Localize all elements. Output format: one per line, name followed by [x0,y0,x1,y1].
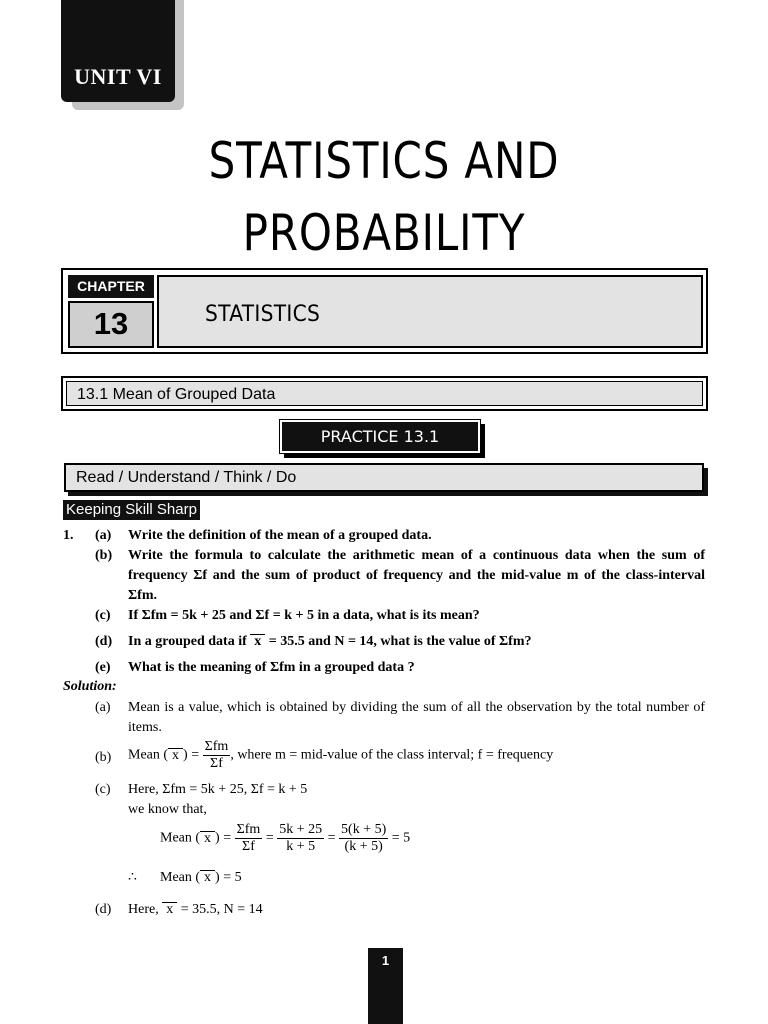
solution-b-formula [128,739,553,772]
solution-c-label: (c) [95,782,111,797]
solution-b-close: ) = [183,747,200,763]
chapter-name-box [157,275,703,348]
question-c-text: If Σfm = 5k + 25 and Σf = k + 5 in a data, what is its mean? [128,608,480,623]
solution-a-label: (a) [95,700,111,715]
skill-heading: Keeping Skill Sharp [63,500,200,520]
fraction-1: $\frac{\text{Σfm}}{\Sigma f}$ [236,822,261,854]
rut-bar [64,463,704,492]
question-b-label: (b) [95,548,113,563]
solution-d-label: (d) [95,902,112,917]
solution-d-rest: = 35.5, N = 14 [180,902,263,917]
fraction-sum-fm-over-sum-f: $\frac{\text{Σfm}}{\Sigma f}$ [204,739,229,771]
solution-d-here: Here, [128,902,159,917]
x-bar-symbol: x [250,634,265,649]
solution-c-result: = 5 [391,830,411,846]
chapter-name: STATISTICS [205,302,321,327]
section-heading [61,376,708,411]
solution-c-mean: Mean ( [160,830,201,846]
question-e-text: What is the meaning of Σfm in a grouped data ? [128,660,415,675]
rut-text: Read / Understand / Think / Do [76,469,297,486]
x-bar-symbol: x [200,870,215,885]
solution-a-text: Mean is a value, which is obtained by dividing the sum of all the observation by the total number of items. [128,700,705,735]
question-c-label: (c) [95,608,111,623]
fraction-2: $\frac{5k + 25}{k + 5}$ [279,822,323,854]
chapter-header [61,268,708,354]
question-number: 1. [63,528,74,543]
question-a-label: (a) [95,528,112,543]
fraction-3: $\frac{5(k + 5)}{(k + 5)}$ [341,822,387,854]
question-d-text [128,632,532,651]
solution-b-mean: Mean ( [128,747,169,763]
unit-tab [61,0,175,102]
solution-label: Solution: [63,679,117,694]
solution-d-text [128,900,263,919]
question-e-label: (e) [95,660,111,675]
practice-label: PRACTICE 13.1 [280,420,480,453]
solution-c-conclusion [160,868,242,887]
solution-c-close: ) = [215,830,232,846]
page-number: 1 [368,948,403,1024]
solution-b-label: (b) [95,750,112,765]
solution-c-mean2: Mean ( [160,870,201,885]
page-title-line-2: PROBABILITY [242,204,526,262]
question-d-label: (d) [95,634,113,649]
equals-sign: = [327,830,336,846]
question-d-post: = 35.5 and N = 14, what is the value of Σfm? [268,634,532,649]
section-heading-inner [66,381,703,406]
solution-c-formula [160,822,410,855]
solution-b-rest: , where m = mid-value of the class interval; f = frequency [230,747,554,763]
question-d-pre: In a grouped data if [128,634,247,649]
solution-c-result2: ) = 5 [215,870,242,885]
question-b-text: Write the formula to calculate the arithmetic mean of a continuous data when the sum of frequency Σf and the sum of product of frequency and the mid-value m of the class-interval Σfm. [128,548,705,603]
solution-c-here: Here, Σfm = 5k + 25, Σf = k + 5 [128,782,308,797]
therefore-symbol: ∴ [128,870,137,885]
x-bar-symbol: x [162,902,177,917]
chapter-label: CHAPTER [68,275,154,298]
chapter-number: 13 [68,301,154,348]
x-bar-symbol: x [168,748,183,763]
solution-c-know: we know that, [128,802,207,817]
equals-sign: = [265,830,274,846]
page-title-line-1: STATISTICS AND [208,132,560,190]
unit-label: UNIT VI [74,64,162,89]
question-a-text: Write the definition of the mean of a grouped data. [128,528,432,543]
x-bar-symbol: x [200,831,215,846]
section-title: 13.1 Mean of Grouped Data [77,386,276,403]
